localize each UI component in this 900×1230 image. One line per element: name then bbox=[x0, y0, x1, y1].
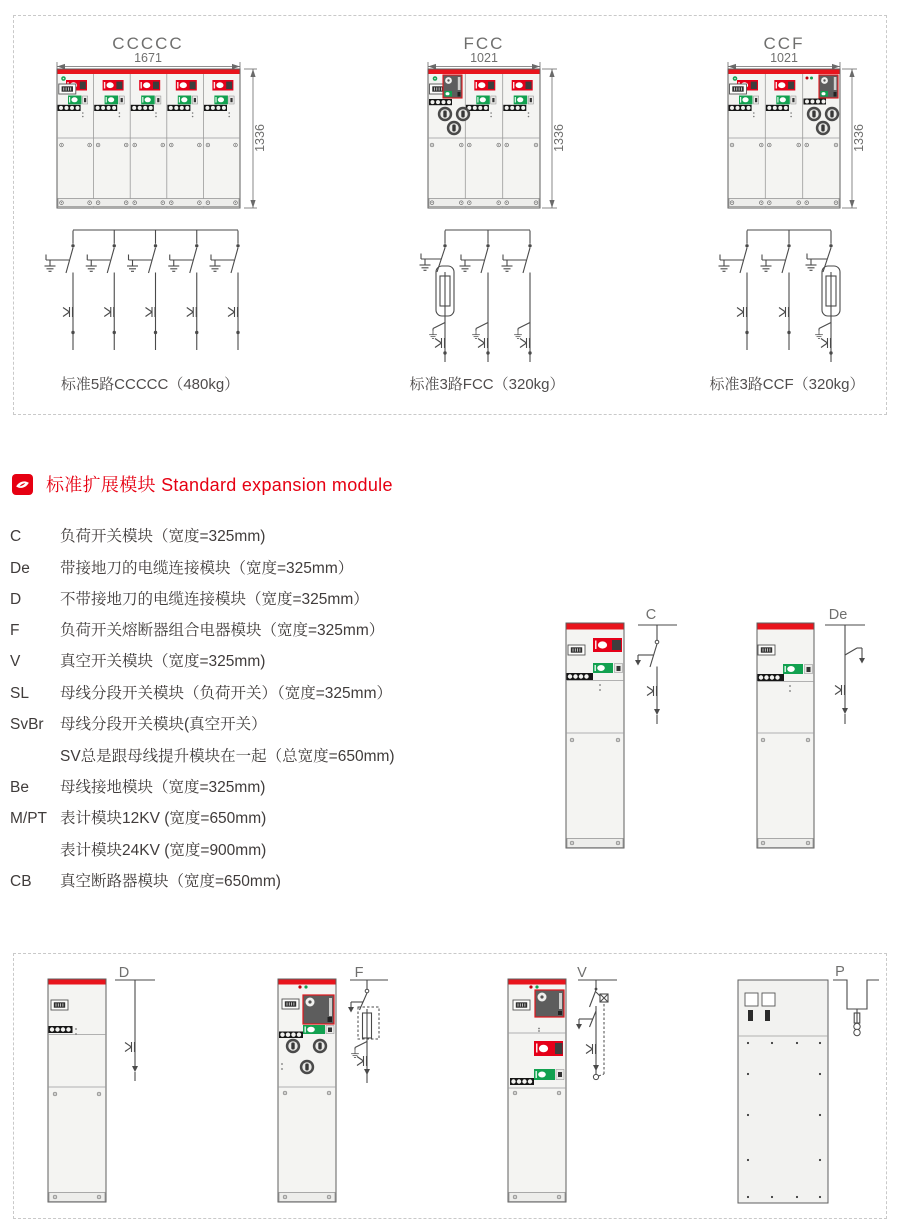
height-dim-label: 1336 bbox=[552, 124, 566, 152]
figure-ccf bbox=[690, 28, 900, 403]
figure-title: CCCCC bbox=[112, 34, 184, 53]
circuit-diagram bbox=[420, 230, 532, 362]
module-row bbox=[10, 590, 369, 610]
brand-swoosh-icon bbox=[12, 474, 33, 495]
figure-module-p bbox=[730, 965, 900, 1215]
module-code: V bbox=[10, 653, 21, 670]
circuit-diagram bbox=[45, 230, 240, 350]
circuit-diagram bbox=[833, 964, 879, 1036]
figure-cccccc bbox=[20, 28, 300, 403]
circuit-label: F bbox=[354, 965, 364, 981]
module-desc: 真空开关模块（宽度=325mm) bbox=[60, 653, 266, 670]
figure-fcc bbox=[390, 28, 620, 403]
height-dim-label: 1336 bbox=[253, 124, 267, 152]
figure-module-d bbox=[40, 965, 210, 1215]
module-desc: 负荷开关熔断器组合电器模块（宽度=325mm） bbox=[60, 622, 385, 639]
figure-title: FCC bbox=[463, 34, 505, 53]
figure-module-de bbox=[748, 598, 883, 863]
module-row bbox=[10, 809, 266, 829]
module-desc: 带接地刀的电缆连接模块（宽度=325mm） bbox=[60, 560, 354, 577]
figure-module-c bbox=[560, 598, 695, 863]
module-row bbox=[10, 621, 384, 641]
module-code bbox=[10, 841, 60, 861]
cabinet-drawing bbox=[48, 979, 106, 1202]
module-desc: 负荷开关模块（宽度=325mm) bbox=[60, 528, 266, 545]
module-desc: 表计模块24KV (宽度=900mm) bbox=[60, 842, 267, 859]
cabinet-drawing bbox=[738, 980, 828, 1203]
figure-module-v bbox=[500, 965, 670, 1215]
circuit-label: De bbox=[828, 607, 848, 623]
heading-text: 标准扩展模块 Standard expansion module bbox=[46, 475, 393, 495]
height-dimension bbox=[542, 69, 566, 208]
circuit-diagram bbox=[115, 965, 155, 1081]
module-code: CB bbox=[10, 873, 32, 890]
module-row bbox=[10, 841, 266, 861]
circuit-diagram bbox=[576, 965, 617, 1080]
module-desc: 母线接地模块（宽度=325mm) bbox=[60, 779, 266, 796]
figure-module-f bbox=[270, 965, 440, 1215]
module-desc: 母线分段开关模块(真空开关） bbox=[60, 716, 267, 733]
module-code: M/PT bbox=[10, 810, 48, 827]
cabinet-drawing bbox=[757, 623, 814, 848]
module-row bbox=[10, 527, 265, 547]
height-dimension bbox=[244, 69, 267, 208]
module-code bbox=[10, 747, 60, 767]
module-code: SL bbox=[10, 685, 29, 702]
cabinet-drawing bbox=[566, 623, 624, 848]
module-row bbox=[10, 715, 267, 735]
module-code: De bbox=[10, 560, 30, 577]
cabinet-drawing bbox=[278, 979, 336, 1202]
figure-title: CCF bbox=[763, 34, 805, 53]
module-code: F bbox=[10, 622, 20, 639]
module-code: Be bbox=[10, 779, 29, 796]
cabinet-drawing bbox=[428, 69, 540, 208]
height-dim-label: 1336 bbox=[852, 124, 866, 152]
module-code: D bbox=[10, 591, 22, 608]
expansion-module-heading bbox=[12, 471, 393, 497]
width-dim-label: 1021 bbox=[770, 51, 798, 65]
circuit-label: C bbox=[645, 607, 657, 623]
figure-caption: 标准5路CCCCC（480kg） bbox=[60, 376, 240, 393]
module-row bbox=[10, 778, 265, 798]
module-row bbox=[10, 684, 392, 704]
figure-caption: 标准3路CCF（320kg） bbox=[709, 376, 865, 393]
module-row bbox=[10, 747, 395, 767]
module-desc: 表计模块12KV (宽度=650mm) bbox=[60, 810, 267, 827]
module-row bbox=[10, 652, 265, 672]
module-code: SvBr bbox=[10, 716, 44, 733]
circuit-label: D bbox=[118, 965, 130, 981]
module-desc: 真空断路器模块（宽度=650mm) bbox=[60, 873, 281, 890]
circuit-diagram bbox=[348, 965, 388, 1083]
width-dim-label: 1021 bbox=[470, 51, 498, 65]
module-code: C bbox=[10, 528, 22, 545]
module-desc: 母线分段开关模块（负荷开关）（宽度=325mm） bbox=[60, 685, 392, 702]
cabinet-drawing bbox=[508, 979, 566, 1202]
height-dimension bbox=[842, 69, 866, 208]
module-row bbox=[10, 559, 353, 579]
width-dim-label: 1671 bbox=[134, 51, 162, 65]
circuit-label: P bbox=[835, 964, 845, 980]
module-desc: 不带接地刀的电缆连接模块（宽度=325mm） bbox=[60, 591, 369, 608]
module-row bbox=[10, 872, 281, 892]
module-desc: SV总是跟母线提升模块在一起（总宽度=650mm) bbox=[60, 748, 395, 765]
cabinet-drawing bbox=[57, 69, 240, 208]
circuit-diagram bbox=[719, 230, 841, 362]
figure-caption: 标准3路FCC（320kg） bbox=[409, 376, 565, 393]
cabinet-drawing bbox=[728, 69, 840, 208]
circuit-label: V bbox=[577, 965, 587, 981]
circuit-diagram bbox=[825, 607, 865, 724]
circuit-diagram bbox=[635, 607, 677, 724]
